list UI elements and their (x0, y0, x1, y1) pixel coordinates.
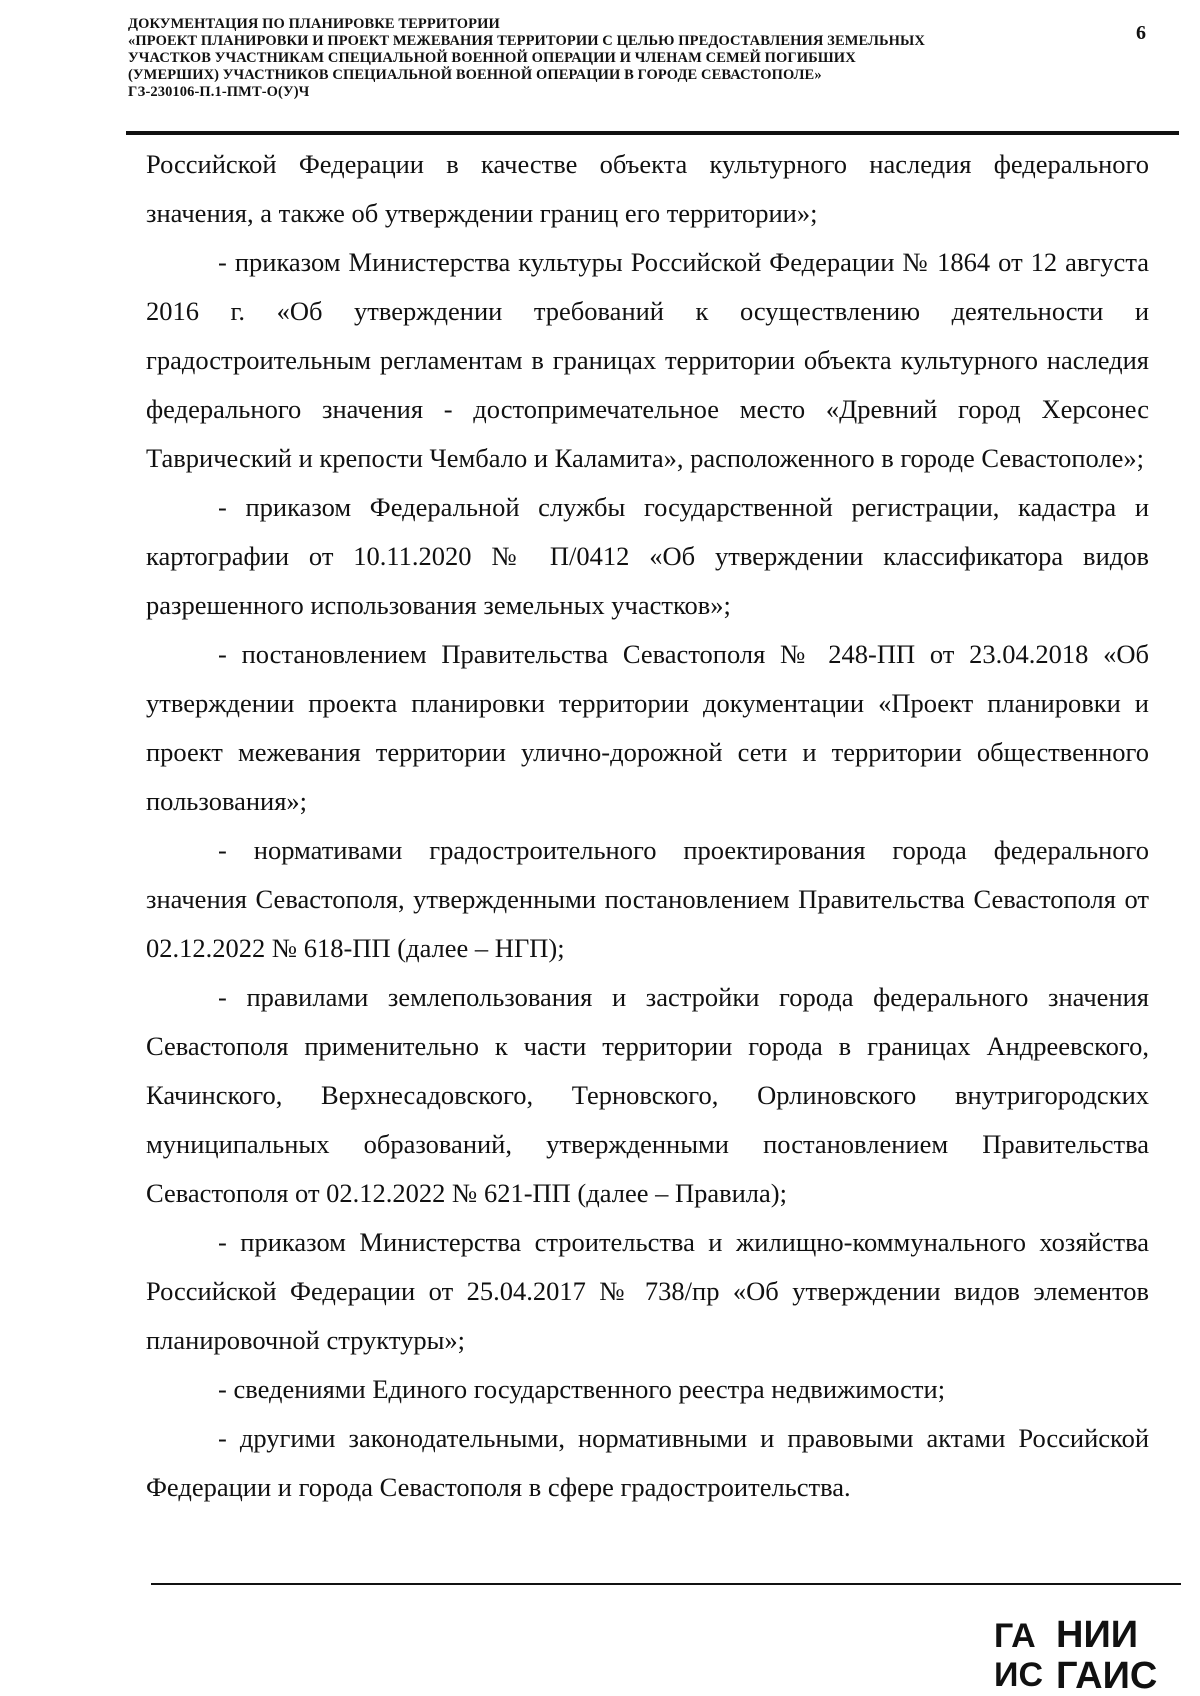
logo-mark-bottom: ИС (994, 1656, 1043, 1692)
logo-text-top: НИИ (1056, 1614, 1139, 1656)
footer-divider (151, 1583, 1181, 1585)
paragraph: - правилами землепользования и застройки города федерального значения Севастополя применительно к части территории города в границах Андреевского, Качинского, Верхнесадовского, Терновского, Орлиновского внутригородских муниципальных образований, утвержденными постановлением Правительства Севастополя от 02.12.2022 № 621-ПП (далее – Правила); (146, 982, 1149, 1208)
paragraph: - сведениями Единого государственного реестра недвижимости; (218, 1374, 946, 1404)
document-header (128, 16, 1028, 101)
header-divider (126, 131, 1179, 135)
document-body (146, 140, 1149, 1512)
niigais-logo (994, 1612, 1174, 1692)
paragraph: - нормативами градостроительного проектирования города федерального значения Севастополя, утвержденными постановлением Правительства Севастополя от 02.12.2022 № 618-ПП (далее – НГП); (146, 835, 1149, 963)
paragraph: - приказом Министерства строительства и жилищно-коммунального хозяйства Российской Федерации от 25.04.2017 № 738/пр «Об утверждении видов элементов планировочной структуры»; (146, 1227, 1149, 1355)
logo-text-bottom: ГАИС (1056, 1655, 1158, 1692)
header-document-code: ГЗ-230106-П.1-ПМТ-О(У)Ч (128, 84, 310, 100)
paragraph: Российской Федерации в качестве объекта культурного наследия федерального значения, а также об утверждении границ его территории»; (146, 149, 1149, 228)
header-line: «ПРОЕКТ ПЛАНИРОВКИ И ПРОЕКТ МЕЖЕВАНИЯ ТЕРРИТОРИИ С ЦЕЛЬЮ ПРЕДОСТАВЛЕНИЯ ЗЕМЕЛЬНЫХ (128, 33, 925, 49)
paragraph: - постановлением Правительства Севастополя № 248-ПП от 23.04.2018 «Об утверждении проекта планировки территории документации «Проект планировки и проект межевания территории улично-дорожной сети и территории общественного пользования»; (146, 639, 1149, 816)
header-line: (УМЕРШИХ) УЧАСТНИКОВ СПЕЦИАЛЬНОЙ ВОЕННОЙ ОПЕРАЦИИ В ГОРОДЕ СЕВАСТОПОЛЕ» (128, 67, 822, 83)
paragraph: - приказом Федеральной службы государственной регистрации, кадастра и картографии от 10.11.2020 № П/0412 «Об утверждении классификатора видов разрешенного использования земельных участков»; (146, 492, 1149, 620)
logo-mark-top: ГА (994, 1617, 1036, 1655)
header-line: ДОКУМЕНТАЦИЯ ПО ПЛАНИРОВКЕ ТЕРРИТОРИИ (128, 16, 500, 32)
page-number: 6 (1136, 22, 1146, 44)
header-line: УЧАСТКОВ УЧАСТНИКАМ СПЕЦИАЛЬНОЙ ВОЕННОЙ ОПЕРАЦИИ И ЧЛЕНАМ СЕМЕЙ ПОГИБШИХ (128, 50, 856, 66)
paragraph: - приказом Министерства культуры Российской Федерации № 1864 от 12 августа 2016 г. «Об утверждении требований к осуществлению деятельности и градостроительным регламентам в границах территории объекта культурного наследия федерального значения - достопримечательное место «Древний город Херсонес Таврический и крепости Чембало и Каламита», расположенного в городе Севастополе»; (146, 247, 1149, 473)
paragraph: - другими законодательными, нормативными и правовыми актами Российской Федерации и города Севастополя в сфере градостроительства. (146, 1423, 1149, 1502)
